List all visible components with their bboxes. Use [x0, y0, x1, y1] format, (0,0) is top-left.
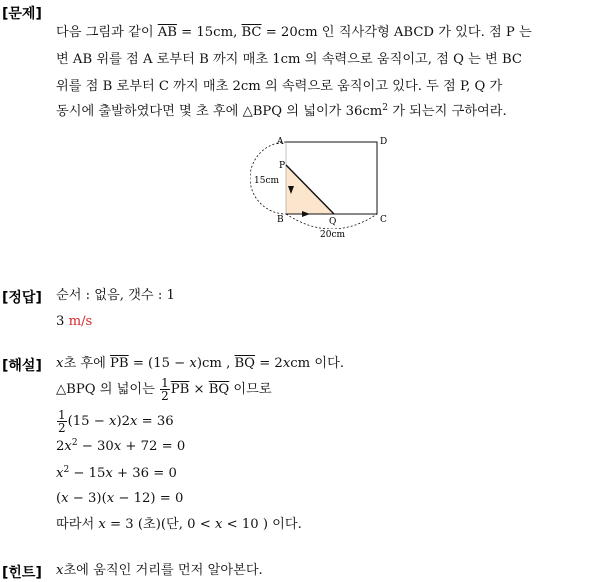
- answer-order-line: 순서 : 없음, 갯수 : 1: [56, 288, 175, 303]
- explanation-line-6: (x − 3)(x − 12) = 0: [56, 491, 184, 506]
- problem-line-3: 위를 점 B 로부터 C 까지 매초 2cm 의 속력으로 움직이고 있다. 두 점 P, Q 가: [56, 79, 503, 94]
- label-15cm: 15cm: [254, 176, 280, 186]
- explanation-line-7: 따라서 x = 3 (초)(단, 0 < x < 10 ) 이다.: [56, 517, 302, 532]
- label-20cm: 20cm: [320, 230, 346, 240]
- explanation-label: [해설]: [2, 358, 42, 374]
- hint-label: [힌트]: [2, 565, 42, 581]
- label-c: C: [380, 215, 387, 225]
- answer-value: 3 m/s: [56, 314, 93, 329]
- hint-text: x초에 움직인 거리를 먼저 알아본다.: [56, 563, 263, 578]
- label-d: D: [380, 137, 388, 147]
- problem-label: [문제]: [2, 6, 42, 22]
- segment-ab: $\overline{AB}$: [157, 25, 177, 40]
- fraction-half: $\frac{1}{2}$: [58, 408, 66, 435]
- problem-line-4: 동시에 출발하였다면 몇 초 후에 △BPQ 의 넓이가 $36cm^2$ 가 되는지 구하여라.: [56, 103, 507, 119]
- explanation-line-3: $\frac{1}{2}$ (15 − x)2x = 36: [58, 408, 174, 435]
- explanation-line-5: $x^2 - 15x + 36 = 0$: [56, 465, 177, 481]
- label-b: B: [277, 215, 284, 225]
- label-p: P: [279, 161, 286, 171]
- segment-bc: $\overline{BC}$: [241, 25, 262, 40]
- label-a: A: [277, 137, 284, 147]
- explanation-line-4: $2x^2 - 30x + 72 = 0$: [56, 438, 186, 454]
- explanation-line-2: △BPQ 의 넓이는 $\frac{1}{2}$ $\overline{PB} \times \overline{BQ}$ 이므로: [56, 376, 272, 403]
- problem-line-2: 변 AB 위를 점 A 로부터 B 까지 매초 1cm 의 속력으로 움직이고, 점 Q 는 변 BC: [56, 52, 523, 67]
- answer-label: [정답]: [2, 290, 42, 306]
- fraction-half: $\frac{1}{2}$: [161, 376, 169, 403]
- rectangle-figure: [250, 132, 400, 242]
- explanation-line-1: x초 후에 $\overline{PB} = (15 - x)cm$ , $\overline{BQ} = 2xcm$ 이다.: [56, 356, 345, 371]
- answer-unit: m/s: [68, 314, 93, 329]
- problem-line-1: 다음 그림과 같이 $\overline{AB} = 15cm$, $\overline{BC} = 20cm$ 인 직사각형 ABCD 가 있다. 점 P 는: [56, 25, 532, 40]
- label-q: Q: [329, 217, 337, 227]
